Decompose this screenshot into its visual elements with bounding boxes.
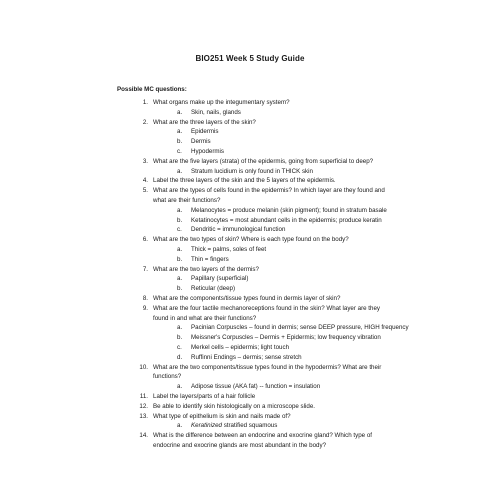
question-item — [0, 157, 500, 167]
page-title: BIO251 Week 5 Study Guide — [195, 54, 305, 63]
answer-item — [0, 127, 500, 137]
question-item — [0, 363, 500, 383]
answer-letter: b. — [177, 285, 183, 293]
answer-letter: a. — [177, 206, 183, 214]
question-text: What type of epithelium is skin and nails made of? — [153, 412, 291, 420]
answer-letter: a. — [177, 167, 183, 175]
answer-text: Meissner's Corpuscles – Dermis + Epidermis; low frequency vibration — [191, 334, 381, 342]
answer-text: Melanocytes = produce melanin (skin pigment); found in stratum basale — [191, 206, 387, 214]
question-text: What are the four tactile mechanoreceptions found in the skin? What layer are they found in and what are their functions? — [153, 304, 380, 322]
question-number: 6. — [142, 236, 148, 244]
question-item — [0, 294, 500, 304]
answer-text: Skin, nails, glands — [191, 108, 241, 116]
answer-text: Merkel cells – epidermis; light touch — [191, 343, 290, 351]
question-number: 5. — [142, 187, 148, 195]
question-number: 4. — [142, 177, 148, 185]
question-item — [0, 402, 500, 412]
answer-item — [0, 137, 500, 147]
question-item — [0, 186, 500, 206]
answer-letter: b. — [177, 138, 183, 146]
question-text: Label the three layers of the skin and the 5 layers of the epidermis. — [153, 177, 336, 185]
question-item — [0, 176, 500, 186]
answer-letter: b. — [177, 334, 183, 342]
question-number: 13. — [139, 412, 148, 420]
question-number: 1. — [142, 99, 148, 106]
answer-letter: c. — [177, 147, 182, 155]
answer-letter: c. — [177, 343, 182, 351]
answer-item — [0, 245, 500, 255]
question-item — [0, 118, 500, 128]
answer-item — [0, 255, 500, 265]
question-text: What are the two components/tissue types found in the hypodermis? What are their functions? — [153, 363, 382, 381]
answer-letter: a. — [177, 324, 183, 332]
answer-item — [0, 333, 500, 343]
answer-text: Ruffinni Endings – dermis; sense stretch — [191, 353, 302, 361]
answer-item — [0, 108, 500, 118]
answer-item — [0, 206, 500, 216]
answer-text: Adipose tissue (AKA fat) -- function = insulation — [191, 383, 321, 391]
answer-letter: b. — [177, 216, 183, 224]
answer-text-rest: stratified squamous — [221, 422, 278, 430]
answer-letter: a. — [177, 108, 183, 116]
section-heading: Possible MC questions: — [117, 86, 187, 93]
question-text: What is the difference between an endocrine and exocrine gland? Which type of endocrine and exocrine glands are most abundant in the body? — [153, 432, 372, 449]
answer-text: Ketatinocytes = most abundant cells in the epidermis; produce keratin — [191, 216, 382, 224]
question-text: Label the layers/parts of a hair follicle — [153, 392, 256, 400]
question-item — [0, 392, 500, 402]
answer-item — [0, 343, 500, 353]
answer-text: Reticular (deep) — [191, 285, 236, 293]
answer-text: Thick = palms, soles of feet — [191, 245, 267, 253]
question-number: 8. — [142, 294, 148, 302]
answer-text: Hypodermis — [191, 147, 225, 155]
answer-text: Thin = fingers — [191, 255, 229, 263]
question-item — [0, 431, 500, 451]
question-number: 11. — [139, 392, 148, 400]
answer-letter: c. — [177, 226, 182, 234]
answer-item — [0, 167, 500, 177]
question-item — [0, 98, 500, 108]
question-text: What are the components/tissue types found in dermis layer of skin? — [153, 294, 341, 302]
answer-text-italic: Keratinized — [191, 422, 222, 430]
question-number: 9. — [142, 304, 148, 312]
answer-item — [0, 284, 500, 294]
answer-text — [191, 421, 421, 431]
question-text: What are the three layers of the skin? — [153, 118, 256, 126]
question-item — [0, 265, 500, 275]
answer-text: Epidermis — [191, 128, 219, 136]
question-text: What are the types of cells found in the epidermis? In which layer are they found and what are their functions? — [153, 187, 385, 204]
question-number: 7. — [142, 265, 148, 273]
answer-letter: a. — [177, 383, 183, 391]
question-list — [0, 98, 500, 451]
answer-text: Papillary (superficial) — [191, 275, 249, 283]
question-number: 12. — [139, 402, 148, 410]
question-item — [0, 304, 500, 324]
question-text: What are the five layers (strata) of the epidermis, going from superficial to deep? — [153, 157, 374, 165]
question-text: Be able to identify skin histologically on a microscope slide. — [153, 402, 315, 410]
answer-item — [0, 353, 500, 363]
answer-text: Stratum lucidium is only found in THICK skin — [191, 167, 313, 175]
answer-text: Dendritic = immunological function — [191, 226, 286, 234]
answer-text: Pacinian Corpuscles – found in dermis; sense DEEP pressure, HIGH frequency — [191, 324, 409, 332]
answer-letter: a. — [177, 422, 183, 430]
question-item — [0, 235, 500, 245]
question-item — [0, 412, 500, 422]
question-text: What are the two types of skin? Where is each type found on the body? — [153, 236, 349, 244]
answer-letter: a. — [177, 128, 183, 136]
question-text: What are the two layers of the dermis? — [153, 265, 259, 273]
question-text: What organs make up the integumentary system? — [153, 99, 290, 106]
answer-letter: b. — [177, 255, 183, 263]
answer-item — [0, 225, 500, 235]
answer-item — [0, 147, 500, 157]
answer-item — [0, 421, 500, 431]
question-number: 14. — [139, 432, 148, 440]
answer-item — [0, 216, 500, 226]
answer-letter: d. — [177, 353, 183, 361]
question-number: 3. — [142, 157, 148, 165]
answer-text: Dermis — [191, 138, 211, 146]
answer-letter: a. — [177, 245, 183, 253]
question-number: 2. — [142, 118, 148, 126]
answer-item — [0, 382, 500, 392]
question-number: 10. — [139, 363, 148, 371]
answer-item — [0, 274, 500, 284]
answer-letter: a. — [177, 275, 183, 283]
answer-item — [0, 323, 500, 333]
